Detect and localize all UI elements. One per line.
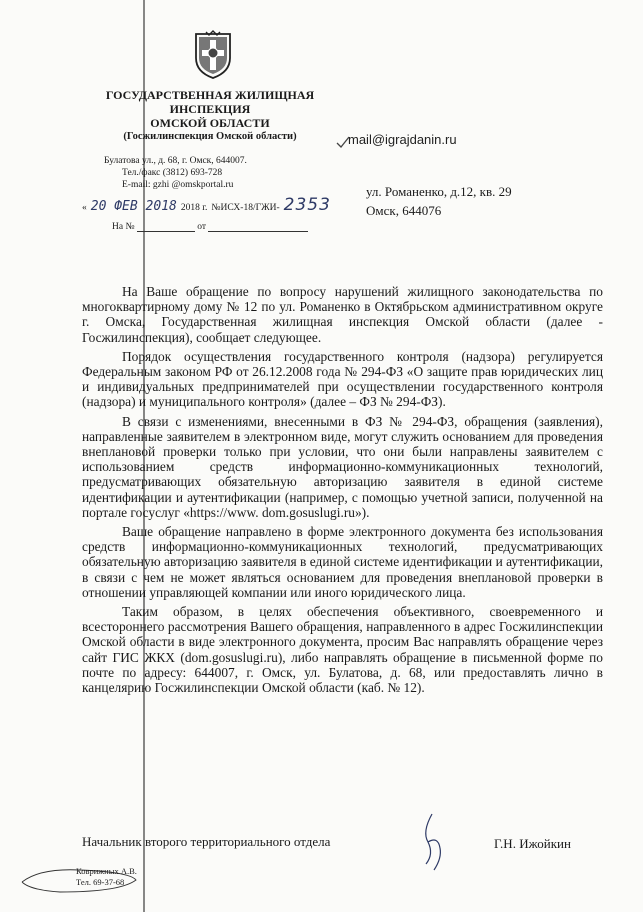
executor-name: Коврижных А.В. bbox=[76, 866, 137, 876]
recipient-email: mail@igrajdanin.ru bbox=[348, 132, 457, 147]
executor-info bbox=[52, 866, 137, 888]
signatory-name: Г.Н. Ижойкин bbox=[494, 836, 571, 851]
date-quote: « bbox=[82, 203, 87, 213]
paragraph-1: На Ваше обращение по вопросу нарушений жилищного законодательства по многоквартирному дому № 12 по ул. Романенко в Октябрьском административном округе г. Омска, Государственная жилищная инспекция Омской области (далее - Госжилинспекция), сообщает следующее. bbox=[82, 284, 603, 345]
outgoing-number-row bbox=[82, 195, 331, 215]
recipient-address bbox=[366, 182, 512, 220]
recipient-city: Омск, 644076 bbox=[366, 203, 442, 218]
org-address: Булатова ул., д. 68, г. Омск, 644007. bbox=[104, 156, 247, 166]
org-short-name: (Госжилинспекция Омской области) bbox=[123, 131, 297, 142]
omsk-coat-of-arms-icon bbox=[192, 30, 234, 80]
executor-phone: Тел. 69-37-68 bbox=[76, 877, 125, 887]
year-label: 2018 г. bbox=[180, 203, 208, 213]
org-line-3: ОМСКОЙ ОБЛАСТИ bbox=[150, 116, 270, 130]
signatory-title: Начальник второго территориального отдела bbox=[82, 834, 331, 849]
ref-label: На № bbox=[112, 222, 135, 232]
organization-name bbox=[92, 88, 328, 144]
paragraph-4: Ваше обращение направлено в форме электронного документа без использования средств информационно-коммуникационных технологий, предусматривающих обязательную авторизацию заявителя в единой системе идентификации и аутентификации, в связи с чем не может являться основанием для проведения внеплановой проверки в отношении управляющей компании или иного юридического лица. bbox=[82, 524, 603, 600]
org-contacts bbox=[104, 155, 247, 191]
ref-from-label: от bbox=[197, 222, 207, 232]
letter-body bbox=[82, 284, 603, 699]
ref-number-blank bbox=[137, 231, 195, 232]
org-email: E-mail: gzhi @omskportal.ru bbox=[122, 180, 234, 190]
handwritten-signature-icon bbox=[412, 812, 452, 872]
paragraph-2: Порядок осуществления государственного контроля (надзора) регулируется Федеральным законом РФ от 26.12.2008 года № 294-ФЗ «О защите прав юридических лиц и индивидуальных предпринимателей при осуществлении государственного контроля (надзора) и муниципального контроля» (далее – ФЗ № 294-ФЗ). bbox=[82, 348, 603, 410]
org-phone: Тел./факс (3812) 693-728 bbox=[122, 168, 223, 178]
number-label: №ИСХ-18/ГЖИ- bbox=[211, 203, 280, 213]
org-line-1: ГОСУДАРСТВЕННАЯ ЖИЛИЩНАЯ bbox=[105, 88, 315, 102]
paragraph-5: Таким образом, в целях обеспечения объективного, своевременного и всестороннего рассмотрения Вашего обращения, направленного в адрес Госжилинспекции Омской области в виде электронного документа, просим Вас направлять обращение через сайт ГИС ЖКХ (dom.gosuslugi.ru), либо направлять обращение в письменной форме по почте по адресу: 644007, г. Омск, ул. Булатова, д. 68, или предоставлять лично в канцелярию Госжилинспекции Омской области (каб. № 12). bbox=[82, 604, 603, 696]
recipient-street: ул. Романенко, д.12, кв. 29 bbox=[366, 184, 512, 199]
reference-row bbox=[112, 222, 308, 232]
org-line-2: ИНСПЕКЦИЯ bbox=[169, 102, 251, 116]
handwritten-date: 20 ФЕВ 2018 bbox=[90, 199, 177, 214]
handwritten-number: 2353 bbox=[283, 195, 331, 215]
ref-date-blank bbox=[208, 231, 308, 232]
paragraph-3: В связи с изменениями, внесенными в ФЗ № 294-ФЗ, обращения (заявления), направленные заявителем в электронном виде, могут служить основанием для проведения внеплановой проверки только при условии, что они были направлены заявителем с использованием средств информационно-коммуникационных технологий, предусматривающих обязательную авторизацию заявителя в единой системе идентификации и аутентификации (например, с помощью учетной записи, полученной на портале госуслуг «https://www. dom.gosuslugi.ru»). bbox=[82, 413, 603, 520]
